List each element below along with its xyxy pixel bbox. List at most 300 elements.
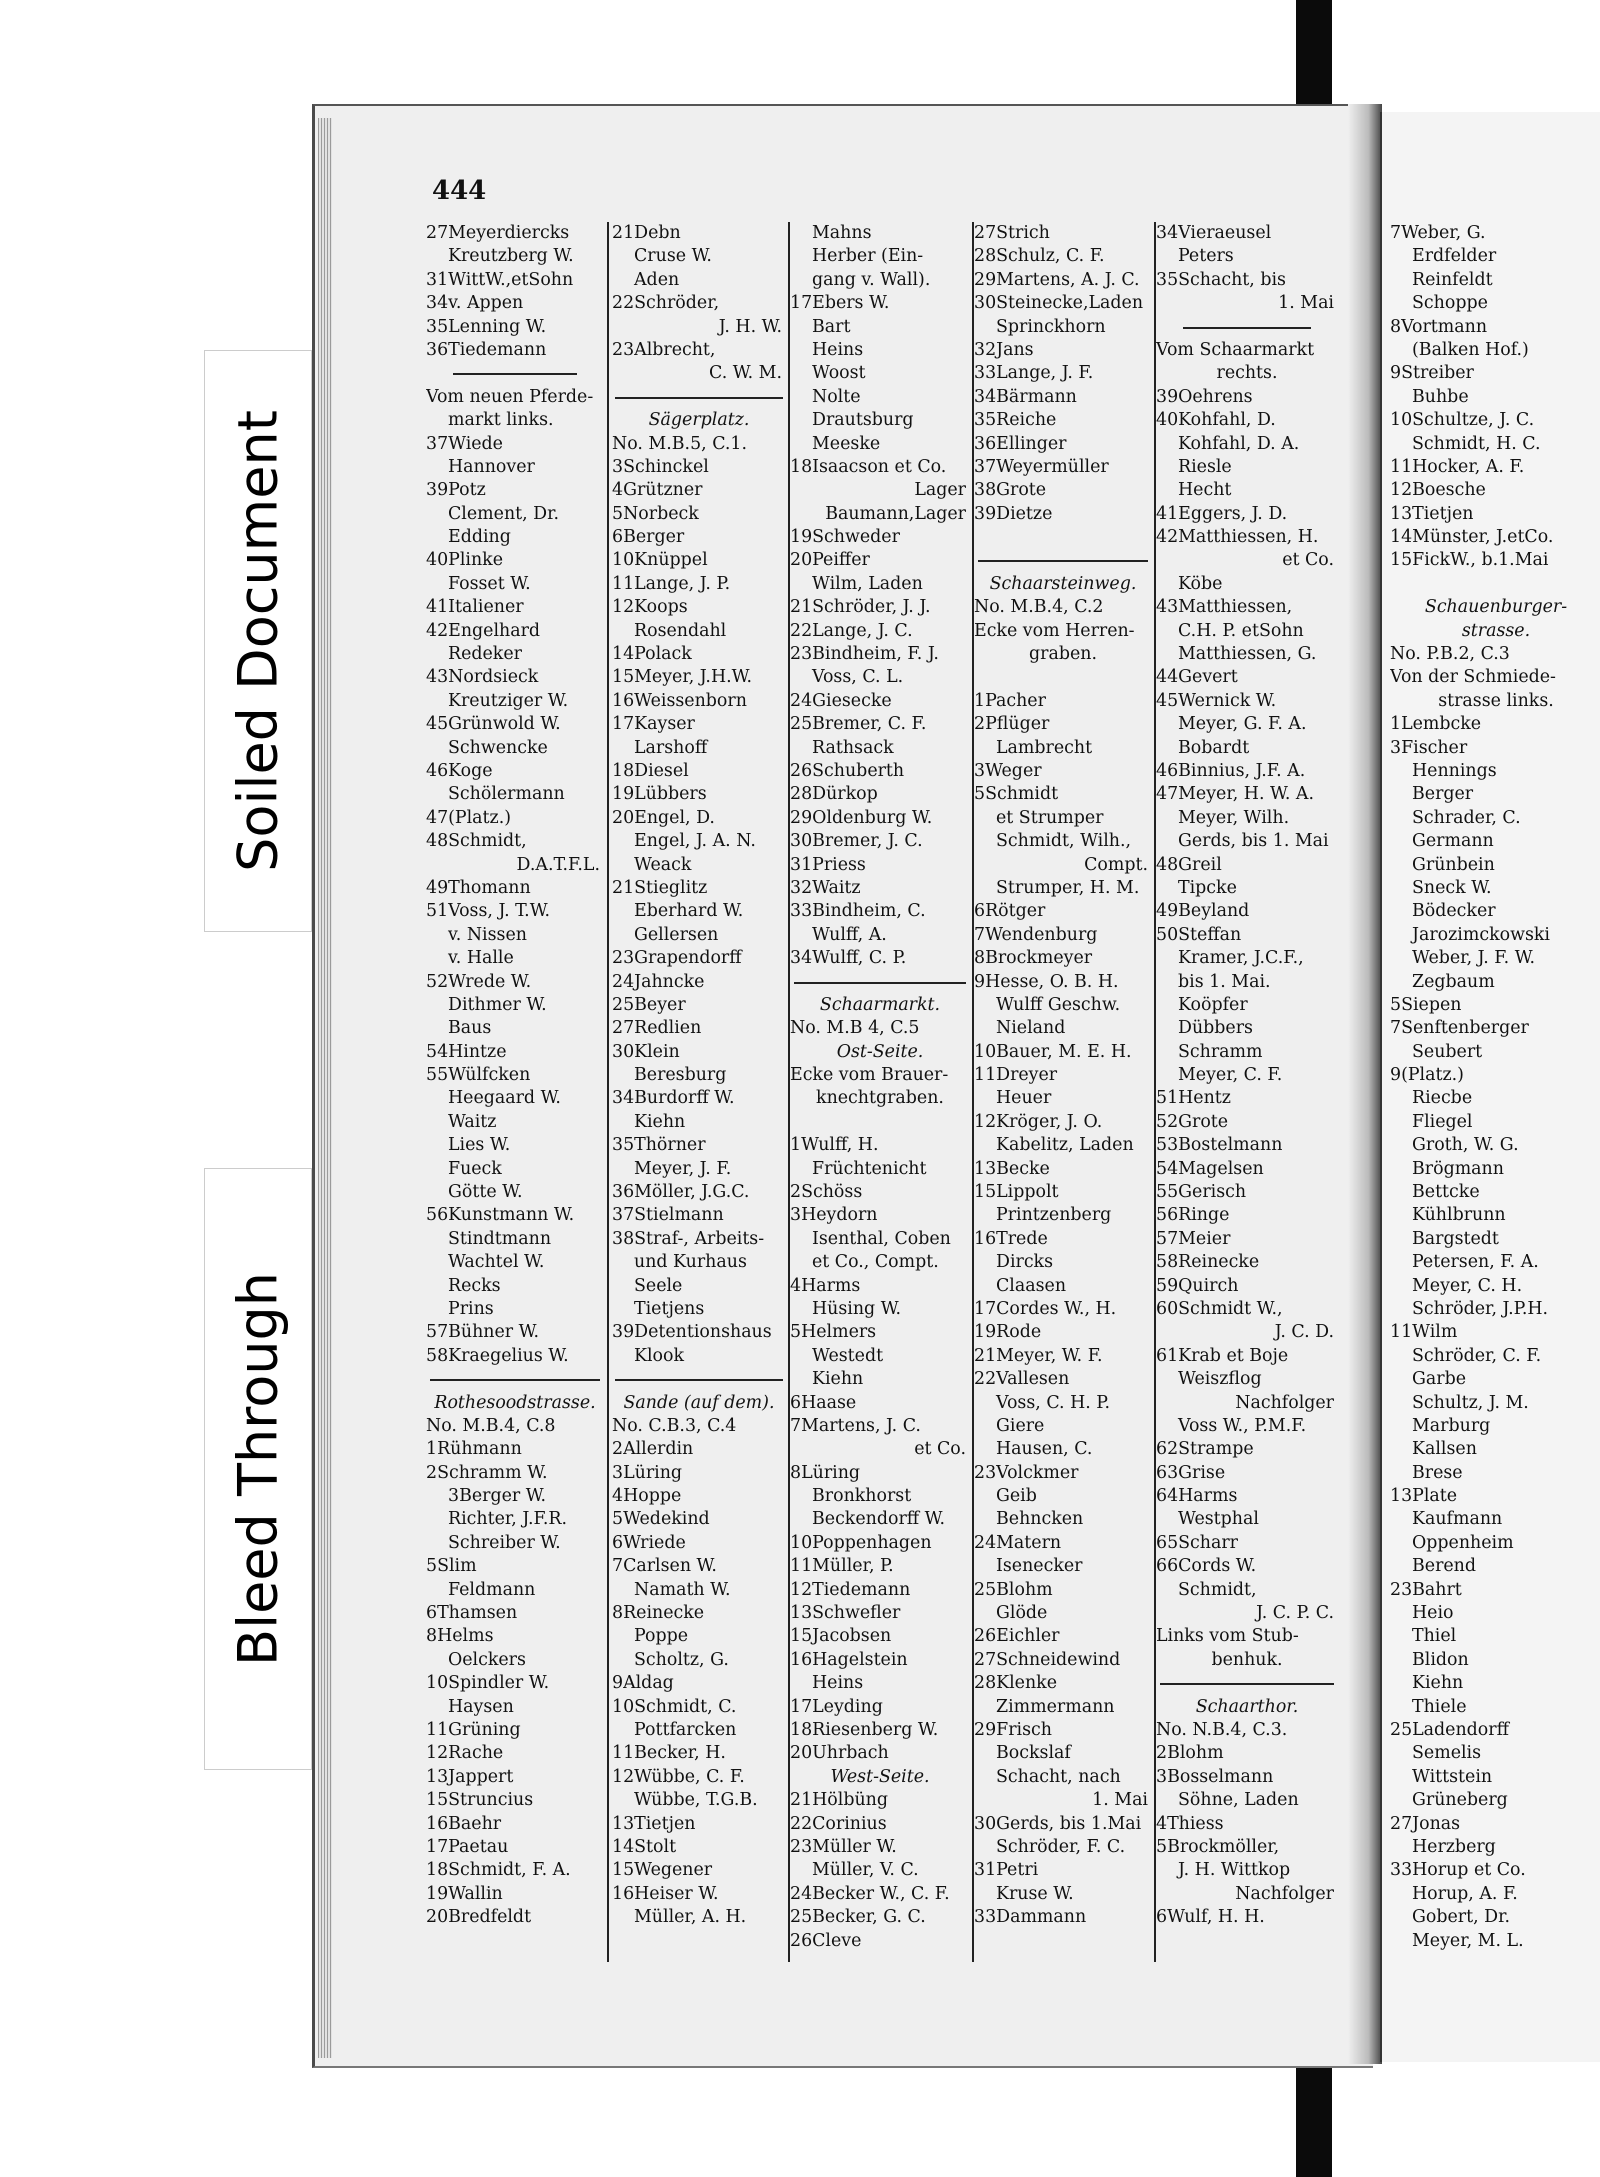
directory-subentry: Richter, J.F.R.: [448, 1509, 567, 1530]
directory-entry: 57Bühner W.: [426, 1322, 540, 1343]
directory-subentry: Schramm: [1178, 1041, 1263, 1062]
section-rule: [974, 549, 1152, 572]
directory-entry: 6Thamsen: [426, 1603, 518, 1624]
soiled-document-label: [204, 350, 312, 932]
directory-entry: 30Gerds, bis 1.Mai: [974, 1813, 1142, 1834]
directory-entry: 52Wrede W.: [426, 971, 532, 992]
directory-entry: 65Scharr: [1156, 1532, 1238, 1553]
directory-continuation: 1. Mai: [1092, 1790, 1148, 1811]
directory-entry: 43Nordsieck: [426, 667, 539, 688]
directory-entry: 49Thomann: [426, 877, 531, 898]
directory-entry: 7Martens, J. C.: [790, 1415, 921, 1436]
directory-entry: 36Möller, J.G.C.: [612, 1182, 750, 1203]
directory-entry: 21Meyer, W. F.: [974, 1345, 1103, 1366]
directory-subentry: Voss, C. H. P.: [996, 1392, 1111, 1413]
directory-entry: 40Plinke: [426, 550, 503, 571]
directory-entry: 5Siepen: [1390, 994, 1462, 1015]
directory-subentry: Strumper, H. M.: [996, 877, 1140, 898]
directory-entry: 7Wendenburg: [974, 924, 1098, 945]
directory-entry: 10Spindler W.: [426, 1673, 550, 1694]
directory-entry: 44Gevert: [1156, 667, 1238, 688]
directory-subentry: Rosendahl: [634, 620, 727, 641]
directory-entry: 16Hagelstein: [790, 1649, 908, 1670]
directory-entry: Ecke vom Brauer-: [790, 1065, 949, 1086]
directory-entry: 3Lüring: [612, 1462, 683, 1483]
directory-subentry: Voss, C. L.: [812, 667, 904, 688]
section-note-continuation: strasse links.: [1438, 690, 1554, 711]
directory-subentry: Beckendorff W.: [812, 1509, 946, 1530]
section-rule: [426, 1368, 604, 1391]
directory-entry: 42Matthiessen, H.: [1156, 527, 1319, 548]
directory-entry: 24Matern: [974, 1532, 1062, 1553]
directory-entry: 33Dammann: [974, 1907, 1087, 1928]
directory-continuation: 1. Mai: [1278, 293, 1334, 314]
directory-entry: 22Lange, J. C.: [790, 620, 913, 641]
directory-entry: 62Strampe: [1156, 1439, 1254, 1460]
directory-subentry: Köbe: [1178, 573, 1223, 594]
directory-entry: 3Weger: [974, 760, 1042, 781]
directory-subentry: Westedt: [812, 1345, 884, 1366]
directory-subentry: Heuer: [996, 1088, 1052, 1109]
page-number: 444: [432, 176, 487, 206]
directory-entry: 12Boesche: [1390, 480, 1486, 501]
directory-subentry: Heio: [1412, 1603, 1454, 1624]
directory-entry: 42Engelhard: [426, 620, 541, 641]
directory-subentry: Kruse W.: [996, 1883, 1074, 1904]
directory-entry: 28Schulz, C. F.: [974, 246, 1105, 267]
section-rule: [612, 386, 786, 409]
directory-subentry: Hannover: [448, 456, 535, 477]
section-heading: Schaarthor.: [1195, 1696, 1299, 1717]
directory-entry: 23Albrecht,: [612, 339, 716, 360]
directory-entry: 50Steffan: [1156, 924, 1242, 945]
directory-subentry: Grünbein: [1412, 854, 1495, 875]
directory-entry: 41Italiener: [426, 597, 524, 618]
directory-entry: 17Leyding: [790, 1696, 883, 1717]
directory-entry: 53Bostelmann: [1156, 1135, 1283, 1156]
directory-subentry: Hausen, C.: [996, 1439, 1093, 1460]
directory-subentry: Germann: [1412, 831, 1494, 852]
short-rule: [426, 362, 604, 385]
directory-entry: 57Meier: [1156, 1228, 1231, 1249]
directory-entry: 31Priess: [790, 854, 866, 875]
directory-entry: 6Rötger: [974, 901, 1046, 922]
directory-entry: 13Schwefler: [790, 1603, 901, 1624]
directory-subentry: Herzberg: [1412, 1836, 1496, 1857]
directory-entry: 10Bauer, M. E. H.: [974, 1041, 1132, 1062]
directory-entry: 30Klein: [612, 1041, 680, 1062]
directory-subentry: bis 1. Mai.: [1178, 971, 1271, 992]
directory-continuation: Nachfolger: [1235, 1883, 1334, 1904]
directory-subentry: Scholtz, G.: [634, 1649, 729, 1670]
directory-subentry: Kallsen: [1412, 1439, 1477, 1460]
directory-subentry: Fliegel: [1412, 1111, 1473, 1132]
directory-entry: 2Blohm: [1156, 1743, 1224, 1764]
directory-subentry: Voss W., P.M.F.: [1178, 1415, 1307, 1436]
section-heading: Schauenburger-: [1424, 597, 1568, 618]
directory-subentry: Westphal: [1178, 1509, 1259, 1530]
directory-entry: 18Diesel: [612, 760, 689, 781]
section-note-continuation: benhuk.: [1211, 1649, 1283, 1670]
directory-entry: 13Plate: [1390, 1486, 1458, 1507]
directory-subentry: Schmidt, H. C.: [1412, 433, 1541, 454]
directory-subentry: et Strumper: [996, 807, 1104, 828]
directory-subentry: Weber, J. F. W.: [1412, 948, 1536, 969]
directory-entry: 14Münster, J.etCo.: [1390, 527, 1554, 548]
directory-subentry: Schacht, nach: [996, 1766, 1121, 1787]
directory-subentry: Beresburg: [634, 1065, 727, 1086]
directory-entry: 17Cordes W., H.: [974, 1298, 1117, 1319]
directory-entry: 15Jacobsen: [790, 1626, 892, 1647]
directory-subentry: Blidon: [1412, 1649, 1469, 1670]
section-note-continuation: knechtgraben.: [816, 1088, 944, 1109]
directory-entry: 17Paetau: [426, 1836, 509, 1857]
book-gutter: [1348, 104, 1382, 2064]
directory-entry: 54Magelsen: [1156, 1158, 1264, 1179]
directory-entry: 21Stieglitz: [612, 877, 708, 898]
directory-entry: No. M.B.4, C.8: [426, 1415, 556, 1436]
directory-entry: 5Norbeck: [612, 503, 699, 524]
directory-entry: 10Schmidt, C.: [612, 1696, 737, 1717]
directory-subentry: Nolte: [812, 386, 861, 407]
directory-subentry: Cruse W.: [634, 246, 712, 267]
directory-subentry: Waitz: [448, 1111, 497, 1132]
directory-entry: 12Rache: [426, 1743, 504, 1764]
directory-entry: 4Hoppe: [612, 1486, 682, 1507]
directory-subentry: Meyer, M. L.: [1412, 1930, 1524, 1951]
directory-subentry: Dircks: [996, 1252, 1054, 1273]
directory-entry: 13Becke: [974, 1158, 1050, 1179]
directory-entry: 6Haase: [790, 1392, 857, 1413]
section-note-continuation: rechts.: [1216, 363, 1278, 384]
directory-subentry: Berend: [1412, 1556, 1477, 1577]
directory-subentry: Kreutzberg W.: [448, 246, 574, 267]
directory-subentry: Hüsing W.: [812, 1298, 902, 1319]
directory-subentry: Klook: [634, 1345, 685, 1366]
directory-entry: 29Oldenburg W.: [790, 807, 933, 828]
right-page: [1380, 112, 1600, 2062]
directory-subentry: Lambrecht: [996, 737, 1093, 758]
directory-subentry: Heins: [812, 1673, 864, 1694]
directory-entry: 11Hocker, A. F.: [1390, 456, 1525, 477]
directory-subentry: Wachtel W.: [448, 1252, 545, 1273]
directory-entry: 18Isaacson et Co.: [790, 456, 947, 477]
directory-entry: 22Schröder,: [612, 293, 720, 314]
directory-entry: 16Weissenborn: [612, 690, 747, 711]
directory-subentry: Bart: [812, 316, 851, 337]
directory-entry: 37Wiede: [426, 433, 503, 454]
directory-entry: 24Jahncke: [612, 971, 705, 992]
directory-entry: 19Lübbers: [612, 784, 707, 805]
directory-continuation: et Co.: [914, 1439, 966, 1460]
directory-continuation: Compt.: [1084, 854, 1148, 875]
directory-subentry: Meyer, C. F.: [1178, 1065, 1283, 1086]
directory-entry: 17Kayser: [612, 714, 695, 735]
directory-subentry: Meyer, Wilh.: [1178, 807, 1290, 828]
directory-subentry: Aden: [634, 269, 680, 290]
directory-subentry: Edding: [448, 527, 511, 548]
directory-subentry: Früchtenicht: [812, 1158, 927, 1179]
directory-subentry: Larshoff: [634, 737, 708, 758]
directory-subentry: Thiele: [1412, 1696, 1467, 1717]
directory-subentry: v. Nissen: [448, 924, 527, 945]
directory-entry: 15Lippolt: [974, 1182, 1059, 1203]
directory-subentry: Riesle: [1178, 456, 1232, 477]
directory-entry: 34Burdorff W.: [612, 1088, 735, 1109]
directory-column-5: [1156, 222, 1338, 1930]
directory-subentry: Garbe: [1412, 1369, 1466, 1390]
directory-entry: 5Helmers: [790, 1322, 877, 1343]
directory-subentry: Schröder, J.P.H.: [1412, 1298, 1549, 1319]
directory-entry: 28Klenke: [974, 1673, 1058, 1694]
directory-subentry: Götte W.: [448, 1182, 523, 1203]
directory-entry: 48Greil: [1156, 854, 1222, 875]
directory-subentry: Printzenberg: [996, 1205, 1112, 1226]
directory-entry: Ecke vom Herren-: [974, 620, 1135, 641]
directory-continuation: J. H. W.: [718, 316, 782, 337]
directory-entry: 4Grützner: [612, 480, 703, 501]
bleed-through-label: [204, 1168, 312, 1770]
directory-continuation: Baumann,Lager: [825, 503, 966, 524]
directory-entry: 55Wülfcken: [426, 1065, 531, 1086]
directory-subentry: Kramer, J.C.F.,: [1178, 948, 1304, 969]
directory-subentry: Fosset W.: [448, 573, 531, 594]
directory-entry: 3Schinckel: [612, 456, 709, 477]
directory-subentry: Müller, A. H.: [634, 1907, 747, 1928]
directory-entry: 5Slim: [426, 1556, 477, 1577]
directory-entry: 64Harms: [1156, 1486, 1238, 1507]
directory-entry: 8Vortmann: [1390, 316, 1488, 337]
directory-entry: 15FickW., b.1.Mai: [1390, 550, 1549, 571]
directory-entry: 32Waitz: [790, 877, 861, 898]
directory-entry: 2Allerdin: [612, 1439, 694, 1460]
directory-entry: 35Thörner: [612, 1135, 706, 1156]
directory-subentry: Wübbe, T.G.B.: [634, 1790, 758, 1811]
directory-entry: No. M.B 4, C.5: [790, 1018, 920, 1039]
directory-entry: Links vom Stub-: [1156, 1626, 1299, 1647]
directory-entry: 20Engel, D.: [612, 807, 715, 828]
directory-entry: 38Straf-, Arbeits-: [612, 1228, 765, 1249]
section-heading: Sägerplatz.: [648, 410, 750, 431]
directory-entry: 27Meyerdiercks: [426, 223, 570, 243]
directory-subentry: Kabelitz, Laden: [996, 1135, 1134, 1156]
directory-entry: 25Bremer, C. F.: [790, 714, 927, 735]
directory-subentry: Kiehn: [1412, 1673, 1464, 1694]
directory-subentry: Bödecker: [1412, 901, 1496, 922]
directory-entry: Vom neuen Pferde-: [426, 386, 594, 407]
directory-subentry: Bobardt: [1178, 737, 1250, 758]
directory-entry: 23Müller W.: [790, 1836, 897, 1857]
directory-subentry: Schmidt,: [1178, 1579, 1257, 1600]
directory-entry: 43Matthiessen,: [1156, 597, 1293, 618]
directory-subentry: Eberhard W.: [634, 901, 744, 922]
directory-entry: 55Gerisch: [1156, 1182, 1247, 1203]
directory-subentry: Stindtmann: [448, 1228, 552, 1249]
directory-entry: 5Wedekind: [612, 1509, 710, 1530]
directory-subentry: Claasen: [996, 1275, 1067, 1296]
directory-subentry: Seubert: [1412, 1041, 1483, 1062]
directory-entry: 46Binnius, J.F. A.: [1156, 760, 1306, 781]
directory-subentry: Schrader, C.: [1412, 807, 1521, 828]
directory-entry: 8Brockmeyer: [974, 948, 1093, 969]
directory-subentry: Bettcke: [1412, 1182, 1480, 1203]
directory-subentry: Engel, J. A. N.: [634, 831, 756, 852]
directory-entry: 11Grüning: [426, 1720, 521, 1740]
directory-entry: 6Wulf, H. H.: [1156, 1907, 1265, 1928]
directory-subentry: und Kurhaus: [634, 1252, 747, 1273]
directory-subentry: Berger: [1412, 784, 1474, 805]
directory-entry: 6Wriede: [612, 1532, 686, 1553]
directory-entry: 63Grise: [1156, 1462, 1226, 1483]
directory-entry: 3Bosselmann: [1156, 1766, 1274, 1787]
directory-subentry: Heins: [812, 339, 864, 360]
directory-subentry: Hennings: [1412, 760, 1497, 781]
directory-entry: 39Detentionshaus: [612, 1322, 772, 1343]
directory-column-2: [612, 222, 786, 1930]
directory-entry: 12Koops: [612, 597, 688, 618]
directory-subentry: Mahns: [812, 223, 872, 243]
directory-entry: 15Wegener: [612, 1860, 713, 1881]
directory-entry: 7Carlsen W.: [612, 1556, 717, 1577]
directory-entry: 58Reinecke: [1156, 1252, 1260, 1273]
directory-subentry: Seele: [634, 1275, 683, 1296]
column-divider: [607, 222, 609, 1962]
directory-entry: 1Pacher: [974, 690, 1046, 711]
directory-entry: 56Kunstmann W.: [426, 1205, 575, 1226]
directory-subentry: Schmidt, Wilh.,: [996, 831, 1132, 852]
directory-subentry: Sneck W.: [1412, 877, 1492, 898]
directory-entry: 11Becker, H.: [612, 1743, 726, 1764]
directory-subentry: Fueck: [448, 1158, 502, 1179]
directory-subentry: gang v. Wall).: [812, 269, 931, 290]
directory-entry: 38Grote: [974, 480, 1047, 501]
directory-subentry: Gellersen: [634, 924, 719, 945]
directory-subentry: Groth, W. G.: [1412, 1135, 1519, 1156]
directory-entry: 29Frisch: [974, 1720, 1052, 1740]
directory-entry: 15Meyer, J.H.W.: [612, 667, 753, 688]
section-heading: Rothesoodstrasse.: [434, 1392, 596, 1413]
directory-entry: 7Senftenberger: [1390, 1018, 1529, 1039]
section-heading: Schaarsteinweg.: [989, 573, 1137, 594]
directory-entry: 54Hintze: [426, 1041, 507, 1062]
directory-entry: 47(Platz.): [426, 807, 512, 828]
directory-subentry: Jarozimckowski: [1412, 924, 1550, 945]
directory-continuation: J. C. P. C.: [1256, 1603, 1334, 1624]
directory-subentry: Wilm, Laden: [812, 573, 923, 594]
directory-entry: 35Reiche: [974, 410, 1057, 431]
directory-entry: 3Heydorn: [790, 1205, 878, 1226]
directory-entry: 26Schuberth: [790, 760, 905, 781]
directory-entry: 20Bredfeldt: [426, 1907, 532, 1928]
directory-subentry: Kiehn: [634, 1111, 686, 1132]
directory-entry: 21Hölbüng: [790, 1790, 888, 1811]
directory-entry: 23Bindheim, F. J.: [790, 644, 939, 665]
directory-subentry: Schoppe: [1412, 293, 1488, 314]
directory-entry: 2Pflüger: [974, 714, 1050, 735]
directory-subentry: Baus: [448, 1018, 492, 1039]
directory-subentry: Heegaard W.: [448, 1088, 561, 1109]
directory-entry: 11Lange, J. P.: [612, 573, 731, 594]
directory-entry: 25Blohm: [974, 1579, 1053, 1600]
directory-entry: 27Strich: [974, 223, 1050, 243]
directory-entry: 49Beyland: [1156, 901, 1250, 922]
directory-entry: 30Bremer, J. C.: [790, 831, 923, 852]
section-heading: Sande (auf dem).: [623, 1392, 775, 1413]
directory-subentry: Brögmann: [1412, 1158, 1504, 1179]
directory-entry: 22Vallesen: [974, 1369, 1070, 1390]
directory-entry: 11Dreyer: [974, 1065, 1058, 1086]
directory-continuation: et Co.: [1282, 550, 1334, 571]
directory-subentry: 3Berger W.: [448, 1486, 547, 1507]
directory-subentry: Geib: [996, 1486, 1037, 1507]
directory-subentry: Clement, Dr.: [448, 503, 560, 524]
directory-entry: 12Tiedemann: [790, 1579, 911, 1600]
directory-subentry: Sprinckhorn: [996, 316, 1106, 337]
directory-subentry: Söhne, Laden: [1178, 1790, 1299, 1811]
directory-subentry: Peters: [1178, 246, 1234, 267]
directory-entry: 33Bindheim, C.: [790, 901, 926, 922]
directory-entry: Vom Schaarmarkt: [1156, 339, 1315, 360]
directory-continuation: J. C. D.: [1274, 1322, 1334, 1343]
directory-entry: 11Wilm: [1390, 1322, 1458, 1343]
directory-entry: 20Peiffer: [790, 550, 870, 571]
directory-entry: 10Knüppel: [612, 550, 708, 571]
section-note-continuation: graben.: [1029, 644, 1097, 665]
directory-column-1: [426, 222, 604, 1930]
directory-subentry: Schwencke: [448, 737, 548, 758]
directory-subentry: Behncken: [996, 1509, 1084, 1530]
directory-subentry: Wittstein: [1412, 1766, 1493, 1787]
directory-continuation: D.A.T.F.L.: [516, 854, 600, 875]
section-heading: West-Seite.: [830, 1766, 930, 1787]
directory-subentry: Wulff, A.: [812, 924, 887, 945]
directory-entry: 36Ellinger: [974, 433, 1067, 454]
directory-subentry: Grüneberg: [1412, 1790, 1508, 1811]
directory-subentry: Namath W.: [634, 1579, 731, 1600]
directory-subentry: Kiehn: [812, 1369, 864, 1390]
directory-entry: 28Dürkop: [790, 784, 878, 805]
directory-subentry: Schultz, J. M.: [1412, 1392, 1529, 1413]
directory-entry: 34Wulff, C. P.: [790, 948, 907, 969]
directory-entry: 23Bahrt: [1390, 1579, 1462, 1600]
directory-entry: 5Schmidt: [974, 784, 1059, 805]
directory-subentry: Müller, V. C.: [812, 1860, 919, 1881]
directory-subentry: Koöpfer: [1178, 994, 1248, 1015]
directory-entry: 47Meyer, H. W. A.: [1156, 784, 1314, 805]
directory-subentry: Bronkhorst: [812, 1486, 912, 1507]
directory-entry: 45Grünwold W.: [426, 714, 561, 735]
directory-entry: 10Poppenhagen: [790, 1532, 932, 1553]
directory-entry: 22Corinius: [790, 1813, 887, 1834]
directory-subentry: Buhbe: [1412, 386, 1469, 407]
directory-entry: 25Ladendorff: [1390, 1720, 1509, 1740]
directory-entry: 16Trede: [974, 1228, 1048, 1249]
directory-entry: 9Streiber: [1390, 363, 1474, 384]
directory-entry: 32Jans: [974, 339, 1034, 360]
directory-entry: 19Wallin: [426, 1883, 503, 1904]
page-edge: [318, 118, 332, 2058]
directory-entry: 25Beyer: [612, 994, 686, 1015]
directory-entry: 19Rode: [974, 1322, 1042, 1343]
directory-subentry: Kühlbrunn: [1412, 1205, 1506, 1226]
directory-entry: 14Polack: [612, 644, 692, 665]
directory-subentry: Bockslaf: [996, 1743, 1071, 1764]
directory-subentry: Matthiessen, G.: [1178, 644, 1317, 665]
directory-subentry: Zimmermann: [996, 1696, 1115, 1717]
directory-subentry: Brese: [1412, 1462, 1463, 1483]
directory-subentry: Glöde: [996, 1603, 1048, 1624]
directory-subentry: Schröder, F. C.: [996, 1836, 1126, 1857]
